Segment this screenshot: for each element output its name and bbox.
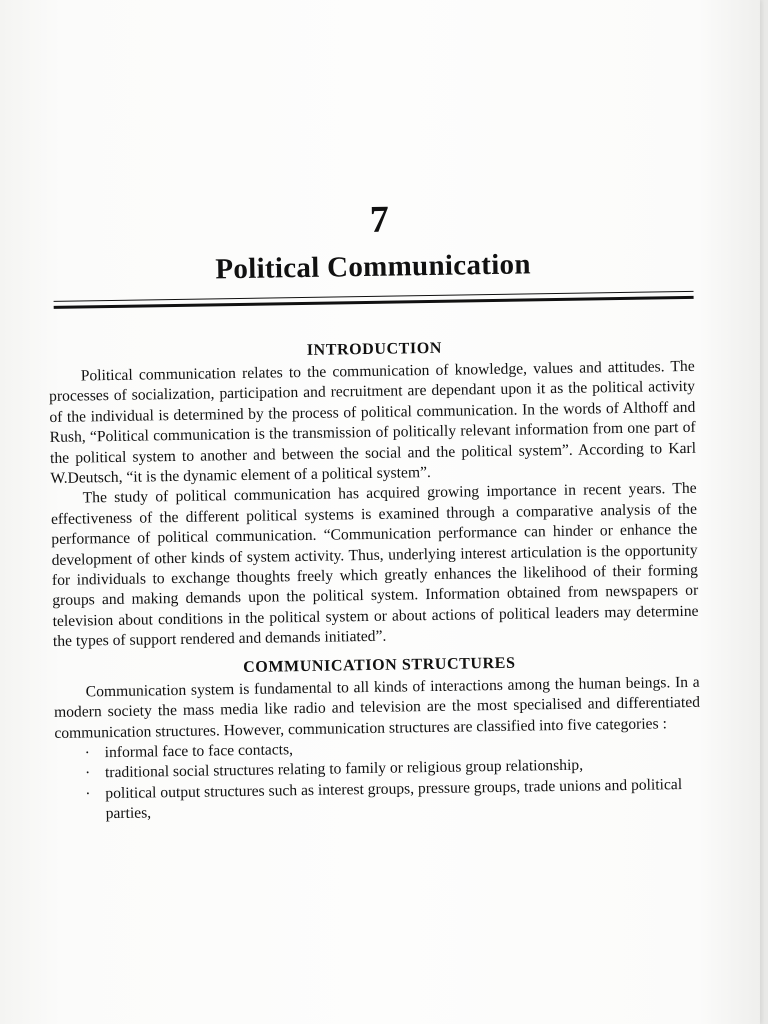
page-content bbox=[46, 190, 702, 826]
bullet-icon: · bbox=[85, 785, 91, 803]
list-item-text: informal face to face contacts, bbox=[104, 741, 294, 762]
bullet-icon: · bbox=[84, 764, 91, 782]
bullet-icon: · bbox=[84, 744, 91, 762]
section-heading-communication-structures: COMMUNICATION STRUCTURES bbox=[243, 654, 516, 676]
paragraph: Communication system is fundamental to all kinds of interactions among the human beings. In a modern society the mass media like radio and television are the most specialised and differentiated communication structures. However, communication structures are classified into five categories : bbox=[53, 673, 701, 742]
paragraph: Political communication relates to the communication of knowledge, values and attitudes. The processes of socialization, participation and recruitment are dependant upon it as the political activity of the individual is determined by the process of political communication. In the words of Althoff and Rush, “Political communication is the transmission of politically relevant information from one part of the political system to another and between the social and the political system”. According to Karl W.Deutsch, “it is the dynamic element of a political system”. bbox=[48, 357, 697, 487]
chapter-number: 7 bbox=[369, 198, 390, 241]
title-divider bbox=[54, 291, 694, 309]
section-heading-introduction: INTRODUCTION bbox=[306, 339, 443, 359]
list-item-text: traditional social structures relating to family or religious group relationship, bbox=[104, 756, 584, 782]
bullet-list bbox=[55, 734, 702, 826]
list-item-text: political output structures such as interest groups, pressure groups, trade unions and political parties, bbox=[105, 775, 683, 823]
list-item bbox=[85, 774, 702, 824]
paragraph: The study of political communication has acquired growing importance in recent years. The effectiveness of the different political systems is examined through a comparative analysis of the performance of political communication. “Communication performance can hinder or enhance the development of other kinds of system activity. Thus, underlying interest articulation is the opportunity for individuals to exchange thoughts freely which greatly enhances the likelihood of their forming groups and making demands upon the political system. Information obtained from newspapers or television about conditions in the political system or about actions of political leaders may determine the types of support rendered and demands initiated”. bbox=[50, 480, 699, 651]
chapter-title: Political Communication bbox=[215, 248, 532, 286]
